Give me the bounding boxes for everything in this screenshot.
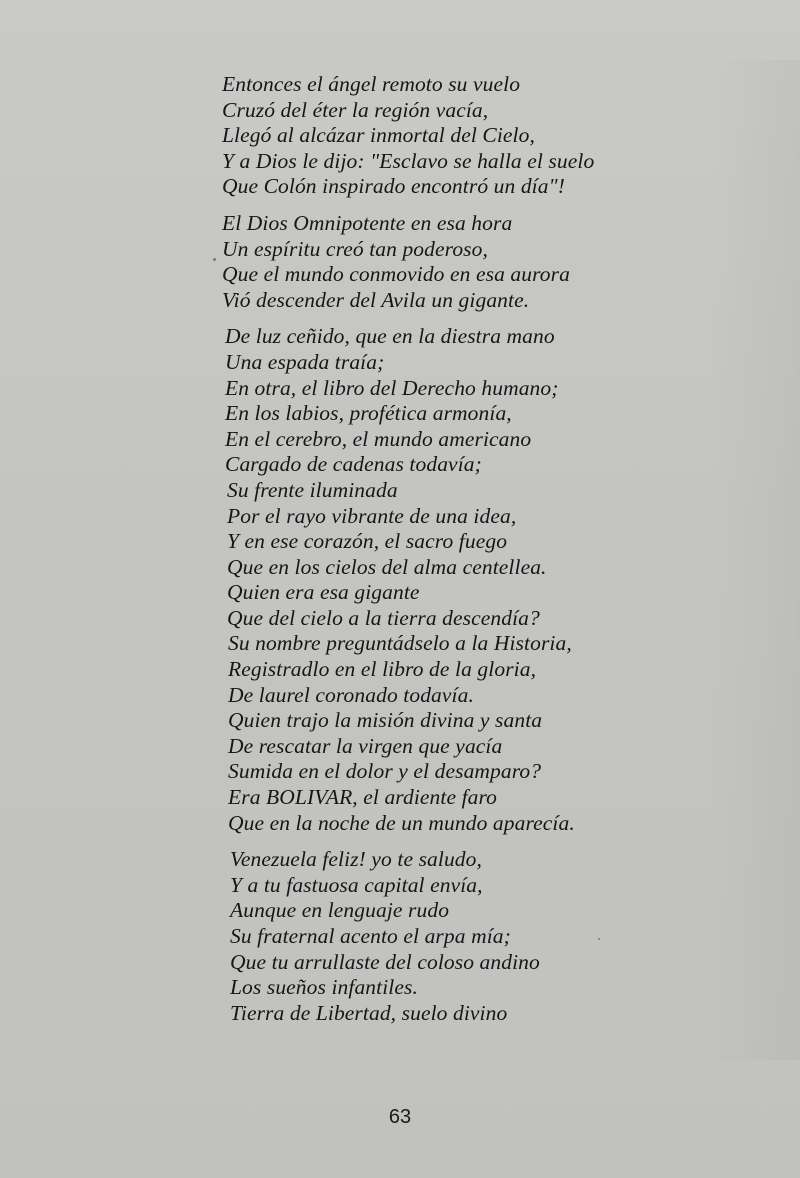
poem-line: Que en la noche de un mundo aparecía. (228, 810, 575, 835)
poem-line: Vió descender del Avila un gigante. (222, 287, 530, 312)
poem-line: Que en los cielos del alma centellea. (227, 554, 547, 579)
poem-line: Un espíritu creó tan poderoso, (222, 236, 488, 261)
poem-line: Llegó al alcázar inmortal del Cielo, (222, 123, 535, 148)
stanza (0, 211, 800, 313)
poem (0, 72, 800, 1037)
poem-line: Entonces el ángel remoto su vuelo (222, 72, 521, 96)
page-number: 63 (388, 1106, 412, 1128)
poem-line: Que tu arrullaste del coloso andino (230, 949, 540, 974)
poem-line: Era BOLIVAR, el ardiente faro (228, 785, 498, 810)
poem-line: Cargado de cadenas todavía; (225, 452, 482, 477)
poem-line: En otra, el libro del Derecho humano; (225, 375, 559, 400)
poem-line: Y a Dios le dijo: "Esclavo se halla el suelo (222, 148, 595, 173)
poem-line: Que del cielo a la tierra descendía? (227, 605, 540, 630)
stanza (0, 847, 800, 1026)
poem-line: En los labios, profética armonía, (225, 401, 512, 426)
poem-line: Su fraternal acento el arpa mía; (230, 924, 511, 948)
poem-line: De laurel coronado todavía. (228, 682, 474, 707)
poem-line: Sumida en el dolor y el desamparo? (228, 759, 542, 784)
poem-line: De luz ceñido, que en la diestra mano (225, 324, 555, 349)
poem-line: Una espada traía; (225, 349, 385, 374)
poem-line: De rescatar la virgen que yacía (228, 733, 503, 758)
poem-line: Tierra de Libertad, suelo divino (230, 1000, 508, 1025)
poem-line: Que Colón inspirado encontró un día"! (222, 174, 565, 199)
poem-line: Cruzó del éter la región vacía, (222, 97, 489, 122)
poem-line: Quien era esa gigante (227, 580, 420, 605)
poem-line: Y a tu fastuosa capital envía, (230, 872, 483, 897)
poem-line: Aunque en lenguaje rudo (230, 898, 450, 923)
poem-line: En el cerebro, el mundo americano (225, 426, 532, 451)
stanza (0, 324, 800, 836)
poem-line: Venezuela feliz! yo te saludo, (230, 847, 482, 872)
poem-line: Por el rayo vibrante de una idea, (227, 503, 517, 528)
poem-line: Registradlo en el libro de la gloria, (228, 657, 537, 682)
poem-line: Quien trajo la misión divina y santa (228, 708, 543, 733)
poem-line: Los sueños infantiles. (230, 975, 418, 1000)
poem-line: Que el mundo conmovido en esa aurora (222, 262, 570, 287)
poem-line: Y en ese corazón, el sacro fuego (227, 529, 508, 554)
poem-line: Su frente iluminada (227, 477, 398, 502)
poem-line: Su nombre preguntádselo a la Historia, (228, 631, 572, 656)
stanza (0, 72, 800, 200)
poem-line: El Dios Omnipotente en esa hora (222, 210, 513, 235)
